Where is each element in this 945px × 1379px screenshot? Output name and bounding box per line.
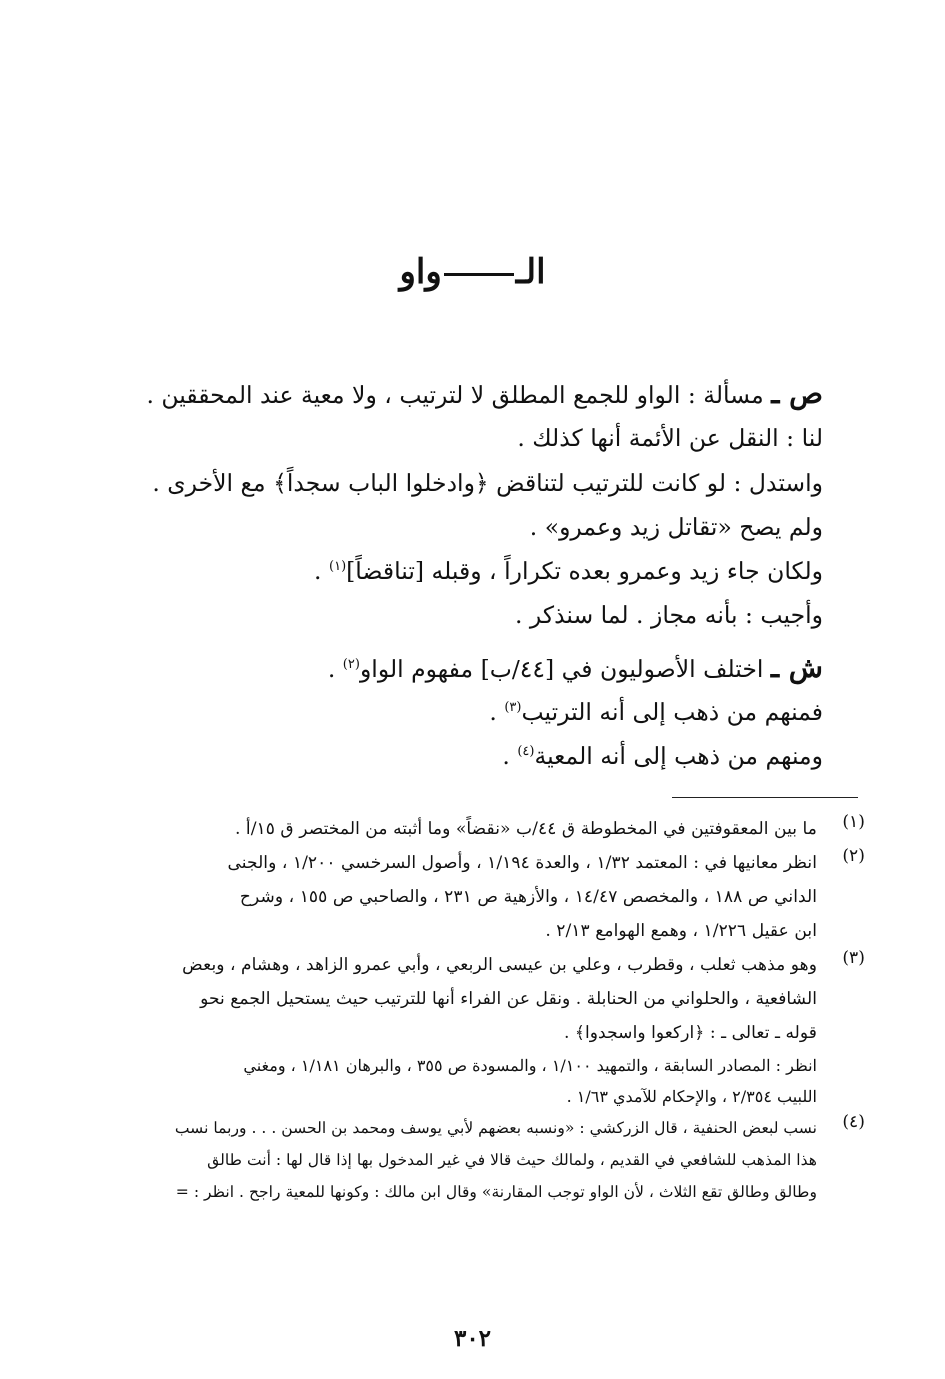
footnote-line: انظر معانيها في : المعتمد ١/٣٢ ، والعدة ١/١٩٤ ، وأصول السرخسي ١/٢٠٠ ، والجنى xyxy=(227,853,817,873)
body-line-5: ولكان جاء زيد وعمرو بعده تكراراً ، وقبله [تناقضاً]$^{(١)}$ . xyxy=(314,557,823,586)
body-line-2: لنا : النقل عن الأئمة أنها كذلك . xyxy=(517,424,823,453)
shin-marker: ش ـ xyxy=(770,650,823,684)
footnote-line: قوله ـ تعالى ـ : ﴿اركعوا واسجدوا﴾ . xyxy=(563,1023,817,1043)
footnote-number: (٤) xyxy=(842,1112,865,1132)
sad-marker: ص ـ xyxy=(771,377,823,410)
footnote-ref-1: (١) xyxy=(329,559,347,575)
footnote-3-references xyxy=(80,1050,817,1112)
footnote-line: وهو مذهب ثعلب ، وقطرب ، وعلي بن عيسى الربعي ، وأبي عمرو الزاهد ، وهشام ، وبعض xyxy=(182,955,817,975)
footnote-ref-2: (٢) xyxy=(342,656,360,672)
footnote-line: الداني ص ١٨٨ ، والمخصص ١٤/٤٧ ، والأزهية ص ٢٣١ ، والصاحبي ص ١٥٥ ، وشرح xyxy=(239,887,817,907)
footnote-line: وطالق وطالق تقع الثلاث ، لأن الواو توجب المقارنة» وقال ابن مالك : وكونها للمعية راجح . انظر : = xyxy=(175,1183,817,1201)
footnote-line: نسب لبعض الحنفية ، قال الزركشي : «ونسبه بعضهم لأبي يوسف ومحمد بن الحسن . . . وربما نسب xyxy=(174,1119,817,1137)
body-line-8: فمنهم من ذهب إلى أنه الترتيب$^{(٣)}$ . xyxy=(489,698,823,727)
body-line-1: ص ـ مسألة : الواو للجمع المطلق لا لترتيب ، ولا معية عند المحققين . xyxy=(146,377,823,410)
footnote-line: اللبيب ٢/٣٥٤ ، والإحكام للآمدي ١/٦٣ . xyxy=(566,1087,817,1106)
body-line-3: واستدل : لو كانت للترتيب لتناقض ﴿وادخلوا الباب سجداً﴾ مع الأخرى . xyxy=(152,468,823,497)
footnote-line: ما بين المعقوفتين في المخطوطة ق ٤٤/ب «نقضاً» وما أثبته من المختصر ق ١٥/أ . xyxy=(235,819,817,839)
chapter-title: الـواو xyxy=(399,252,546,292)
footnote-number: (٢) xyxy=(842,846,865,866)
footnote-line: ابن عقيل ١/٢٢٦ ، وهمع الهوامع ٢/١٣ . xyxy=(545,921,817,941)
body-line-6: وأجيب : بأنه مجاز . لما سنذكر . xyxy=(514,601,823,630)
footnote-number: (١) xyxy=(842,812,865,832)
body-line-9: ومنهم من ذهب إلى أنه المعية$^{(٤)}$ . xyxy=(502,742,823,771)
footnote-ref-3: (٣) xyxy=(504,700,522,716)
body-line-4: ولم يصح «تقاتل زيد وعمرو» . xyxy=(529,512,823,541)
body-line-7: ش ـ اختلف الأصوليون في [٤٤/ب] مفهوم الواو$^{(٢)}$ . xyxy=(327,650,823,684)
footnote-ref-4: (٤) xyxy=(517,744,535,760)
page-number: ٣٠٢ xyxy=(453,1325,492,1352)
title-kashida xyxy=(444,273,514,276)
footnote-number: (٣) xyxy=(842,948,865,968)
footnotes xyxy=(80,812,865,1208)
main-text xyxy=(110,372,823,779)
footnote-1 xyxy=(80,812,865,846)
footnote-2 xyxy=(80,846,865,948)
footnote-4 xyxy=(80,1112,865,1208)
footnote-line: هذا المذهب للشافعي في القديم ، ولمالك حيث قالا في غير المدخول بها إذا قال لها : أنت طالق xyxy=(207,1151,817,1169)
footnote-line: انظر : المصادر السابقة ، والتمهيد ١/١٠٠ ، والمسودة ص ٣٥٥ ، والبرهان ١/١٨١ ، ومغني xyxy=(243,1056,817,1075)
footnote-separator xyxy=(672,797,858,798)
footnote-3 xyxy=(80,948,865,1112)
footnote-line: الشافعية ، والحلواني من الحنابلة . ونقل عن الفراء أنها للترتيب حيث يستحيل الجمع نحو xyxy=(200,989,817,1009)
